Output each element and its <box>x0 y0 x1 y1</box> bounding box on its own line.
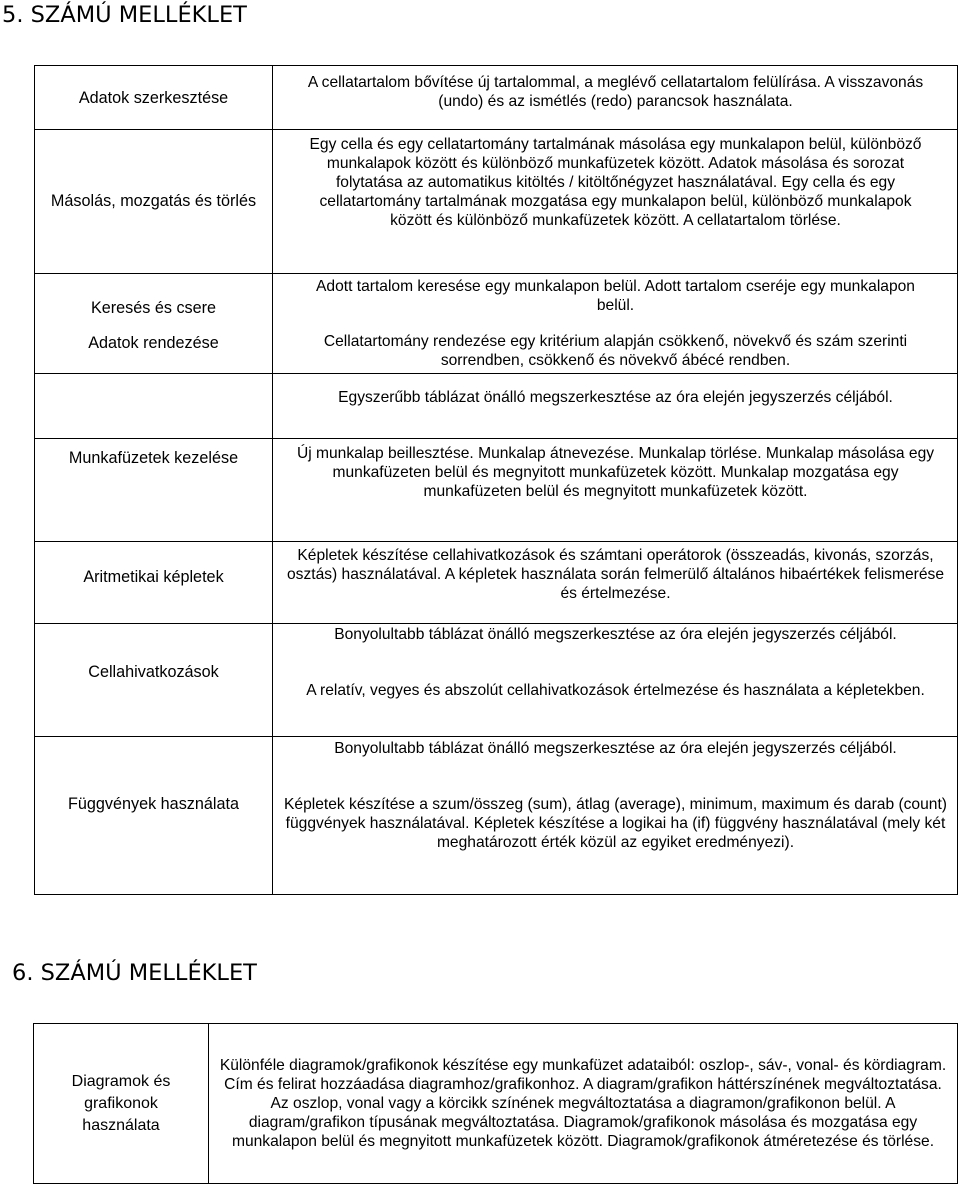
description-text: Különféle diagramok/grafikonok készítése egy munkafüzet adataiból: oszlop-, sáv-, vonal- és kördiagram. Cím és felirat hozzáadása diagramhoz/grafikonhoz. A diagram/grafikon háttérszínének megváltoztatása. Az oszlop, vonal vagy a körcikk színének megváltoztatása a diagramon/grafikonon belül. A diagram/grafikon típusának megváltoztatása. Diagramok/grafikonok másolása és mozgatása egy munkalapon belül és megnyitott munkafüzetek között. Diagramok/grafikonok átméretezése és törlése. <box>219 1057 947 1150</box>
description-text: Bonyolultabb táblázat önálló megszerkesztése az óra elején jegyszerzés céljából. <box>334 740 897 757</box>
descriptions-column <box>273 66 958 896</box>
description-text: Adott tartalom keresése egy munkalapon belül. Adott tartalom cseréje egy munkalapon belül. <box>316 278 915 314</box>
topic-label: Aritmetikai képletek <box>83 568 224 586</box>
description-text: Egyszerűbb táblázat önálló megszerkesztése az óra elején jegyszerzés céljából. <box>338 389 893 406</box>
description-text: A cellatartalom bővítése új tartalommal, a meglévő cellatartalom felülírása. A visszavonás (undo) és az ismétlés (redo) parancsok használata. <box>307 74 924 110</box>
description-text: Képletek készítése cellahivatkozások és számtani operátorok (összeadás, kivonás, szorzás, osztás) használatával. A képletek használata során felmerülő általános hibaértékek felismerése és értelmezése. <box>286 547 945 602</box>
description-text: Képletek készítése a szum/összeg (sum), átlag (average), minimum, maximum és darab (count) függvények használatával. Képletek készítése a logikai ha (if) függvény használatával (mely két meghatározott érték közül az egyiket eredményezi). <box>284 796 947 851</box>
charts-table <box>33 1023 958 1184</box>
description-text: Egy cella és egy cellatartomány tartalmának másolása egy munkalapon belül, különböző munkalapok között és különböző munkafüzetek között. Adatok másolása és sorozat folytatása az automatikus kitöltés / kitöltőnégyzet használatával. Egy cella és egy cellatartomány tartalmának mozgatása egy munkalapon belül, különböző munkalapok között és különböző munkafüzetek között. A cellatartalom törlése. <box>309 136 922 229</box>
description-text: A relatív, vegyes és abszolút cellahivatkozások értelmezése és használata a képletekben. <box>306 682 925 699</box>
description-text: Cellatartomány rendezése egy kritérium alapján csökkenő, növekvő és szám szerinti sorrendben, csökkenő és növekvő ábécé rendben. <box>323 333 908 369</box>
topic-label: Másolás, mozgatás és törlés <box>50 192 257 210</box>
topic-label: Keresés és csere <box>90 299 217 317</box>
topic-label: Munkafüzetek kezelése <box>68 449 239 467</box>
section-5-heading: 5. SZÁMÚ MELLÉKLET <box>2 2 247 28</box>
description-text: Bonyolultabb táblázat önálló megszerkesztése az óra elején jegyszerzés céljából. <box>334 626 897 643</box>
topic-label: Függvények használata <box>68 795 239 813</box>
topic-label: Cellahivatkozások <box>88 663 219 681</box>
section-6-heading: 6. SZÁMÚ MELLÉKLET <box>12 960 257 986</box>
topic-label: Adatok szerkesztése <box>78 88 229 107</box>
topic-label: Diagramok és grafikonok használata <box>71 1072 171 1134</box>
description-text: Új munkalap beillesztése. Munkalap átnevezése. Munkalap törlése. Munkalap másolása egy munkafüzeten belül és megnyitott munkafüzetek között. Munkalap mozgatása egy munkafüzeten belül és megnyitott munkafüzetek között. <box>296 445 935 500</box>
topic-label: Adatok rendezése <box>88 334 219 352</box>
topics-table <box>34 65 958 895</box>
